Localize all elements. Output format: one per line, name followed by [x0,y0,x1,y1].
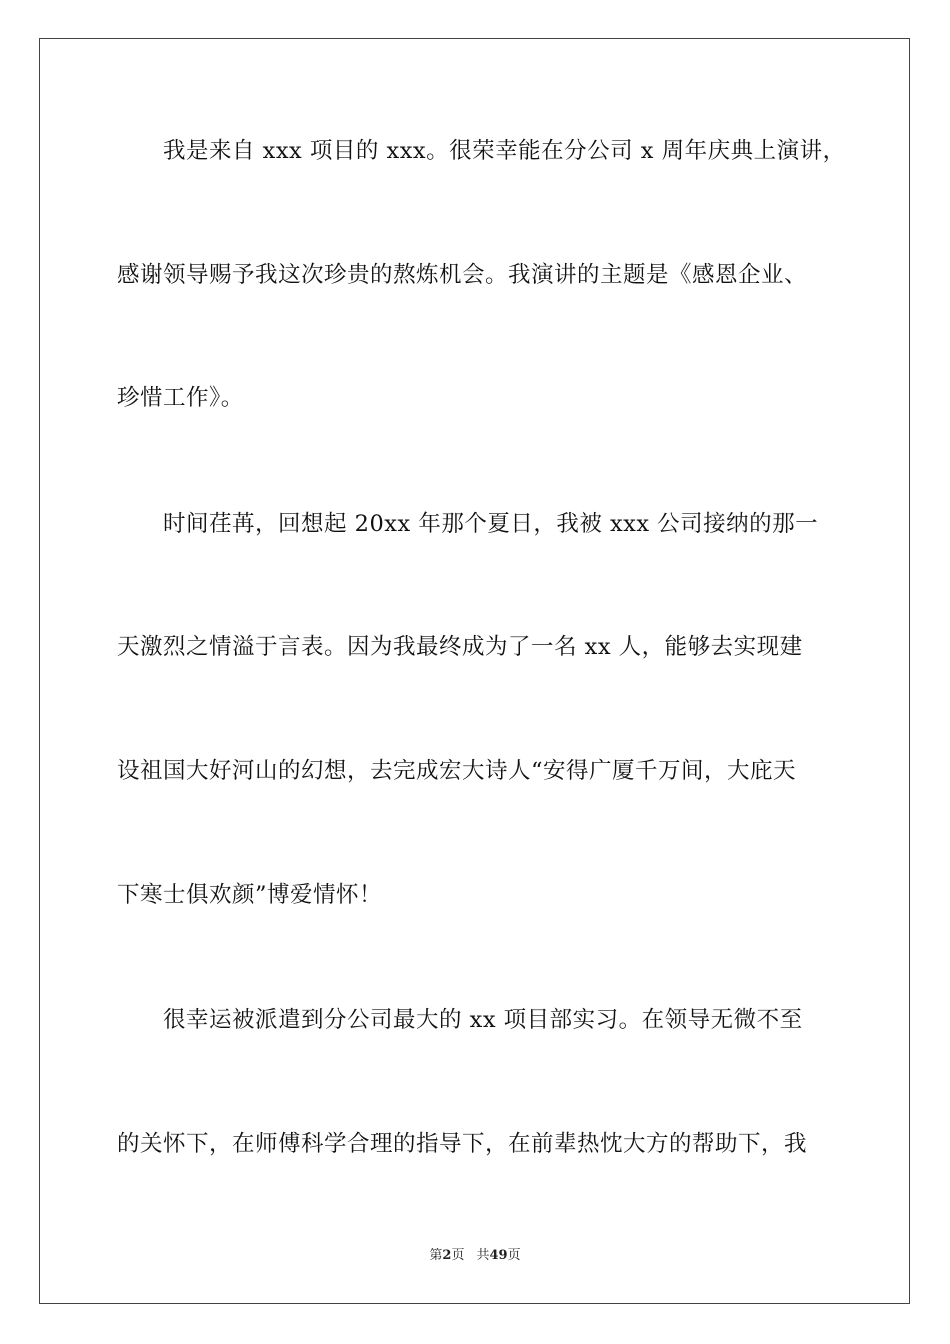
footer-total-pages: 49 [489,1248,508,1263]
paragraph-2-line-4: 下寒士俱欢颜”博爱情怀！ [117,882,383,908]
paragraph-1-line-2: 感谢领导赐予我这次珍贵的熬炼机会。我演讲的主题是《感恩企业、 [117,262,808,288]
page-footer [0,1248,950,1264]
paragraph-2-line-2: 天激烈之情溢于言表。因为我最终成为了一名 xx 人，能够去实现建 [117,634,803,660]
footer-total-prefix: 共 [476,1248,490,1263]
page-border [39,38,910,1304]
footer-page-number: 2 [442,1248,452,1263]
paragraph-1-line-1: 我是来自 xxx 项目的 xxx。很荣幸能在分公司 x 周年庆典上演讲， [117,138,846,164]
paragraph-2-line-3: 设祖国大好河山的幻想，去完成宏大诗人“安得广厦千万间，大庇天 [117,758,797,784]
footer-total-suffix: 页 [507,1248,521,1263]
footer-page-suffix: 页 [451,1248,465,1263]
paragraph-3-line-2: 的关怀下，在师傅科学合理的指导下，在前辈热忱大方的帮助下，我 [117,1131,808,1157]
footer-page-prefix: 第 [429,1248,443,1263]
paragraph-1-line-3: 珍惜工作》。 [117,385,244,411]
paragraph-2-line-1: 时间荏苒，回想起 20xx 年那个夏日，我被 xxx 公司接纳的那一 [117,511,819,537]
paragraph-3-line-1: 很幸运被派遣到分公司最大的 xx 项目部实习。在领导无微不至 [117,1007,803,1033]
